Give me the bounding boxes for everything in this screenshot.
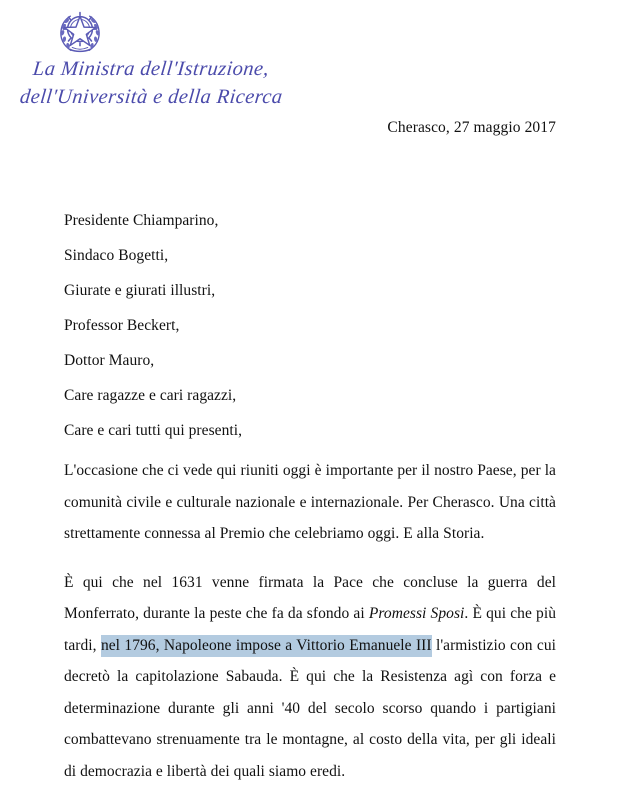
salutation-line: Giurate e giurati illustri, xyxy=(64,273,556,308)
paragraph2-part1: È qui che nel 1631 venne firmata la Pace che concluse la guerra del Monferrato, durante la peste che fa da sfondo ai xyxy=(64,574,556,623)
salutation-line: Care e cari tutti qui presenti, xyxy=(64,413,556,448)
letterhead xyxy=(0,0,320,120)
letterhead-line-1: La Ministra dell'Istruzione, xyxy=(32,58,270,81)
salutation-line: Presidente Chiamparino, xyxy=(64,203,556,238)
emblem-of-italy-icon xyxy=(57,6,103,54)
body-paragraph-1: L'occasione che ci vede qui riuniti oggi è importante per il nostro Paese, per la comunità civile e culturale nazionale e internazionale. Per Cherasco. Una città strettamente connessa al Premio che celebriamo oggi. E alla Storia. xyxy=(64,455,556,550)
body-paragraph-2 xyxy=(64,567,556,787)
letterhead-line-2: dell'Università e della Ricerca xyxy=(19,86,284,109)
letter-body xyxy=(64,455,556,787)
date-line: Cherasco, 27 maggio 2017 xyxy=(0,119,556,137)
salutation-line: Sindaco Bogetti, xyxy=(64,238,556,273)
salutation-line: Care ragazze e cari ragazzi, xyxy=(64,378,556,413)
book-title-promessi-sposi: Promessi Sposi xyxy=(369,605,465,622)
paragraph2-part3: l'armistizio con cui decretò la capitolazione Sabauda. È qui che la Resistenza agì con forza e determinazione durante gli anni '40 del secolo scorso quando i partigiani combattevano strenuamente tra le montagne, al costo della vita, per gli ideali di democrazia e libertà dei quali siamo eredi. xyxy=(64,637,556,780)
salutation-line: Professor Beckert, xyxy=(64,308,556,343)
salutation-line: Dottor Mauro, xyxy=(64,343,556,378)
paragraph2-part2: . È qui che più tardi, xyxy=(64,605,556,654)
highlighted-text[interactable]: nel 1796, Napoleone impose a Vittorio Emanuele III xyxy=(101,635,432,657)
salutation-block xyxy=(64,203,556,448)
